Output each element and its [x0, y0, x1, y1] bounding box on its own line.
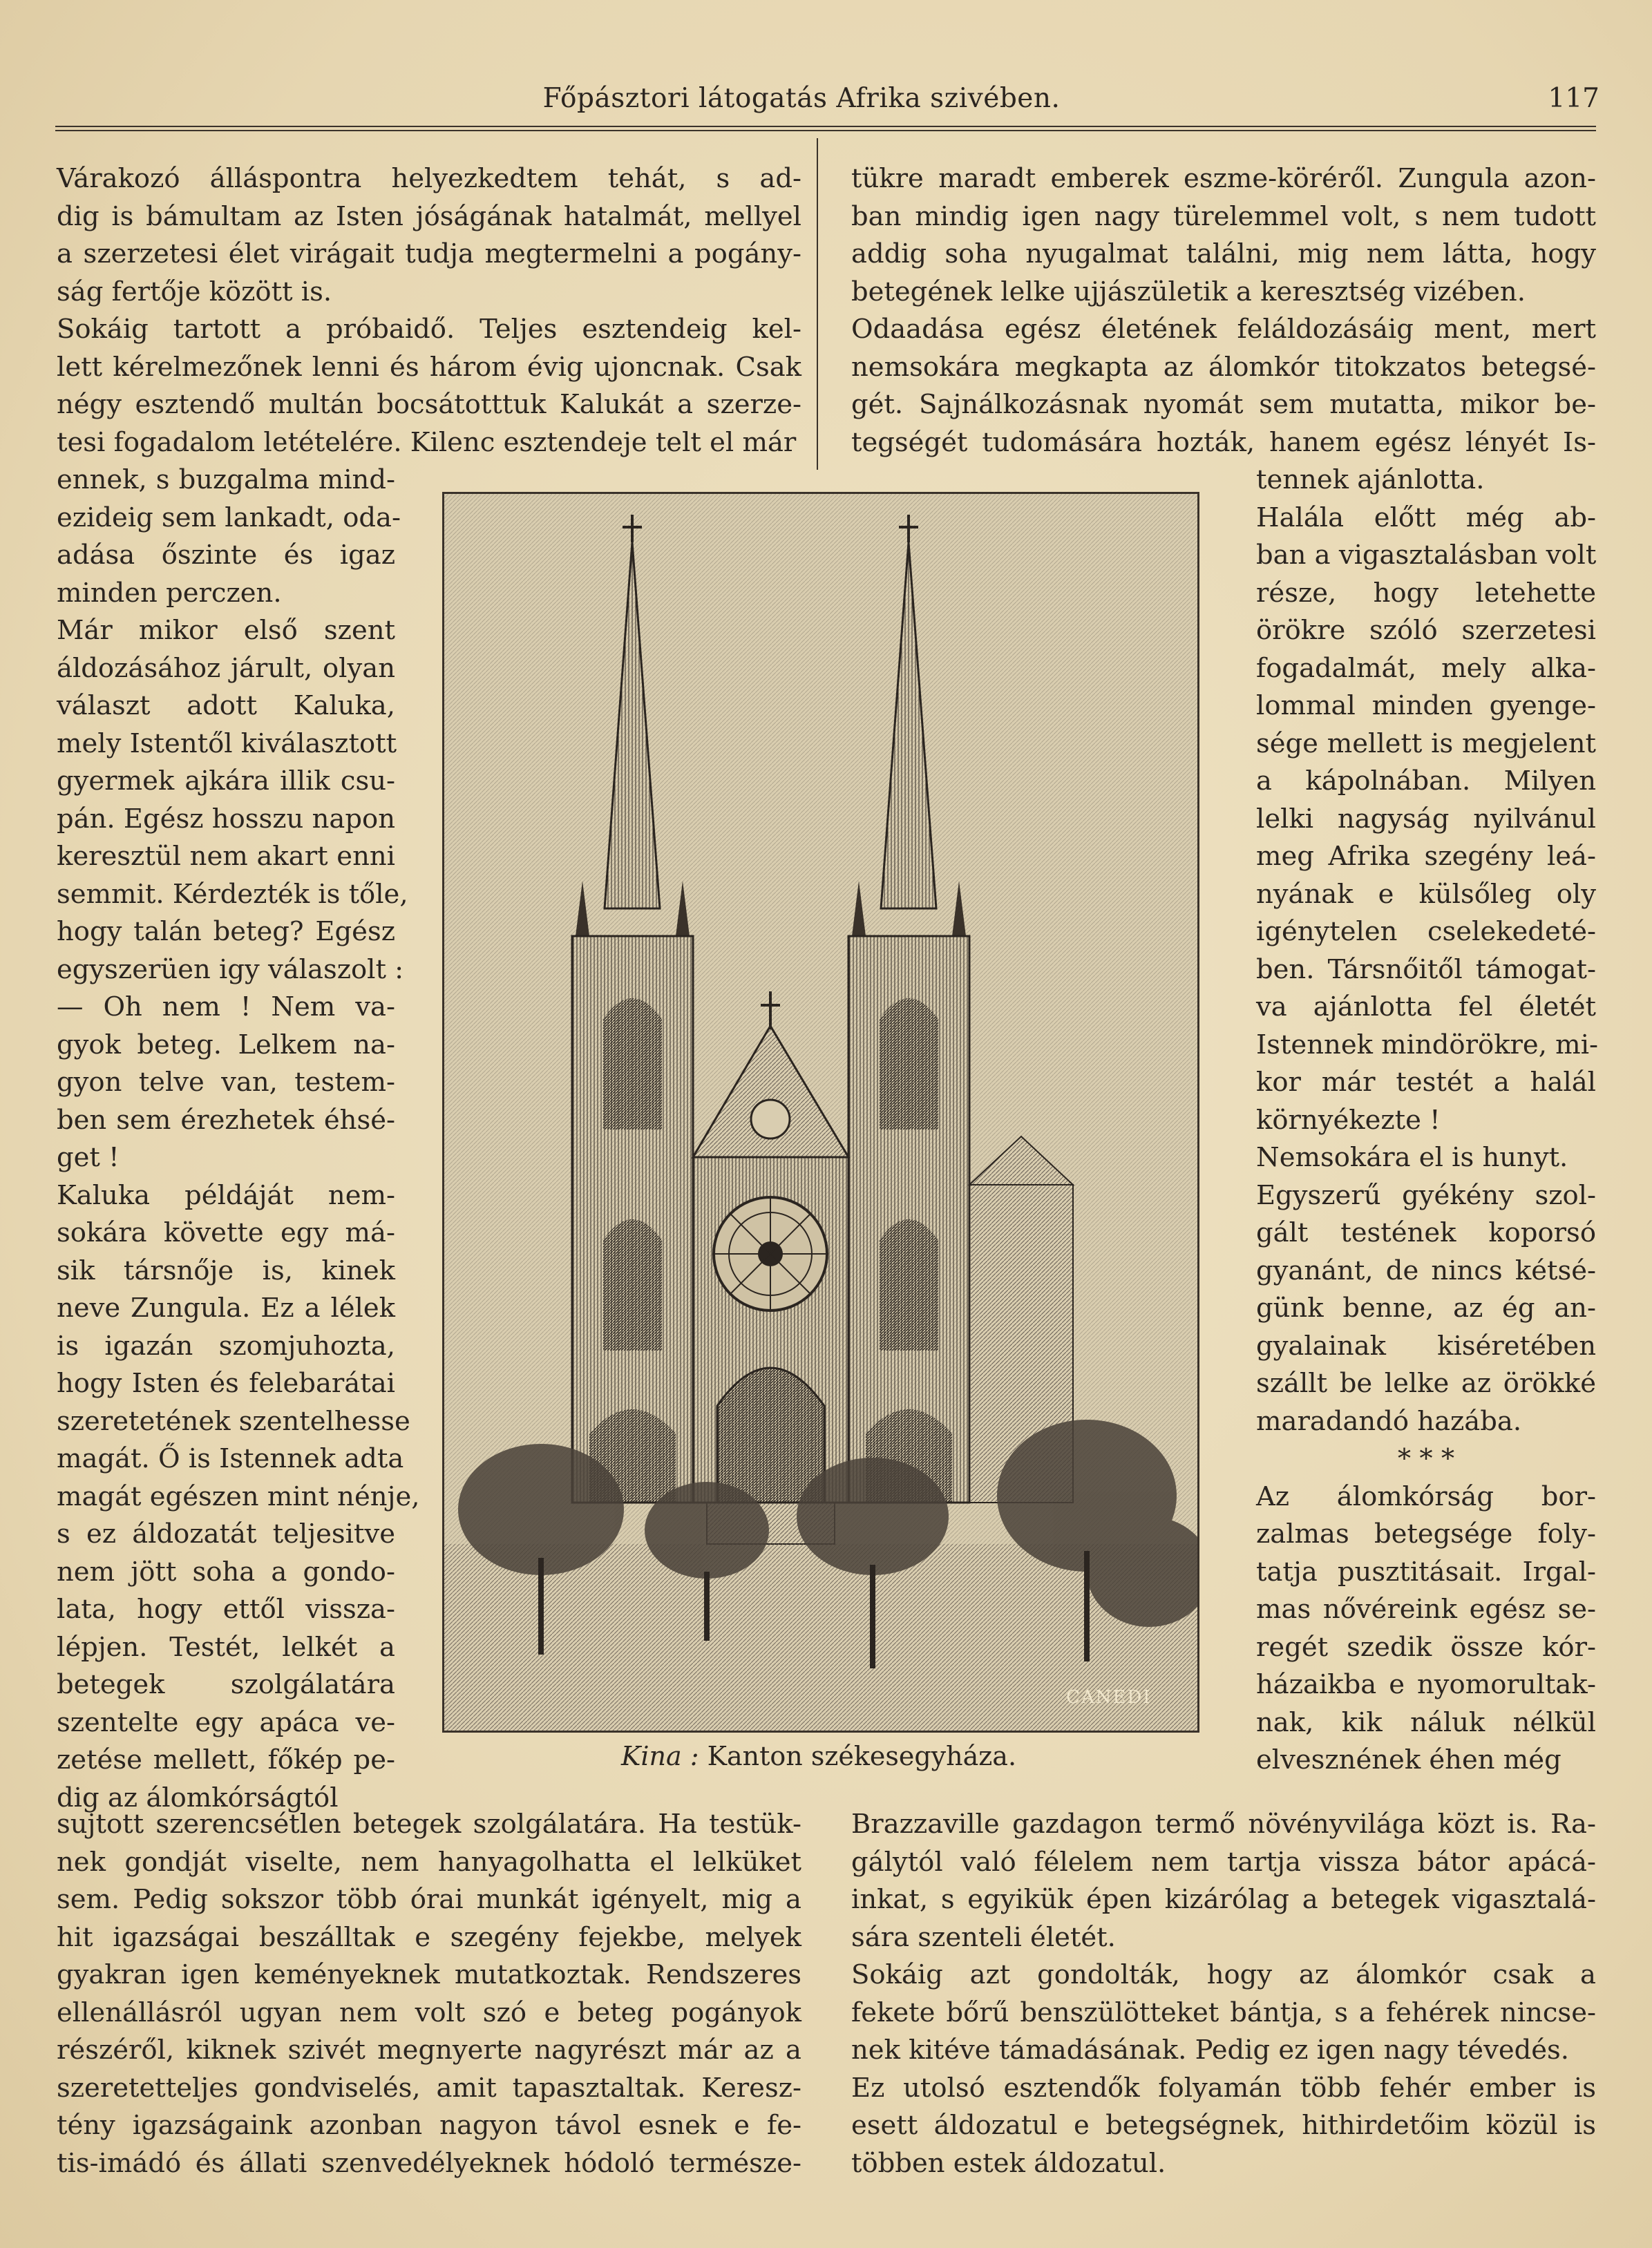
caption-prefix: Kina :	[620, 1741, 699, 1771]
text-line: sujtott szerencsétlen betegek szolgálatára. Ha testük-	[57, 1809, 801, 1840]
caption-text: Kanton székesegyháza.	[707, 1741, 1017, 1771]
text-line: zalmas betegsége foly-	[1256, 1518, 1596, 1550]
text-line: dig az álomkórságtól	[57, 1782, 339, 1813]
text-line: Ez utolsó esztendők folyamán több fehér ember is	[851, 2072, 1596, 2104]
text-line: lelki nagyság nyilvánul	[1256, 803, 1596, 835]
text-line: Sokáig azt gondolták, hogy az álomkór csak a	[851, 1959, 1596, 1990]
cathedral-illustration	[444, 494, 1197, 1731]
figure-caption	[442, 1741, 1195, 1771]
text-line: szentelte egy apáca ve-	[57, 1706, 395, 1738]
text-line: a kápolnában. Milyen	[1256, 765, 1596, 797]
text-line: szeretetteljes gondviselés, amit tapasztaltak. Keresz-	[57, 2072, 801, 2104]
running-title: Főpásztori látogatás Afrika szivében.	[542, 83, 1061, 114]
text-line: günk benne, az ég an-	[1256, 1293, 1596, 1324]
text-line: ezideig sem lankadt, oda-	[57, 502, 401, 533]
text-line: lett kérelmezőnek lenni és három évig ujoncnak. Csak	[57, 351, 801, 383]
left-column-narrow	[57, 461, 420, 1817]
text-line: többen estek áldozatul.	[851, 2147, 1166, 2179]
text-line: lépjen. Testét, lelkét a	[57, 1631, 395, 1663]
text-line: keresztül nem akart enni	[57, 841, 395, 872]
text-line: nek gondját viselte, nem hanyagolhatta el lelküket	[57, 1846, 801, 1878]
text-line: ban a vigasztalásban volt	[1256, 540, 1597, 571]
text-line: * * *	[1397, 1443, 1455, 1474]
text-line: gyanánt, de nincs kétsé-	[1256, 1255, 1596, 1286]
text-line: hogy Isten és felebarátai	[57, 1368, 395, 1399]
text-line: fogadalmát, mely alka-	[1256, 652, 1596, 684]
text-line: pán. Egész hosszu napon	[57, 803, 395, 835]
text-line: környékezte !	[1256, 1104, 1441, 1136]
text-line: Egyszerű gyékény szol-	[1256, 1179, 1596, 1211]
text-line: Az álomkórság bor-	[1256, 1480, 1596, 1512]
text-line: ellenállásról ugyan nem volt szó e beteg pogányok	[57, 1997, 801, 2028]
text-line: gyok beteg. Lelkem na-	[57, 1029, 395, 1060]
text-line: sik társnője is, kinek	[57, 1255, 395, 1286]
text-line: tegségét tudomására hozták, hanem egész lényét Is-	[851, 426, 1596, 458]
text-line: gálytól való félelem nem tartja vissza bátor apácá-	[851, 1846, 1596, 1878]
text-line: betegek szolgálatára	[57, 1669, 395, 1700]
text-line: Várakozó álláspontra helyezkedtem tehát, s ad-	[57, 163, 801, 194]
text-line: lata, hogy ettől vissza-	[57, 1594, 395, 1625]
text-line: ban mindig igen nagy türelemmel volt, s nem tudott	[851, 200, 1596, 232]
engraver-signature: CANEDI	[1066, 1687, 1152, 1708]
text-line: Kaluka példáját nem-	[57, 1179, 395, 1211]
text-line: szeretetének szentelhesse	[57, 1405, 410, 1437]
text-line: nemsokára megkapta az álomkór titokzatos betegsé-	[851, 351, 1596, 383]
text-line: ság fertője között is.	[57, 276, 332, 307]
text-line: gyalainak kiséretében	[1256, 1330, 1596, 1362]
text-line: kor már testét a halál	[1256, 1067, 1596, 1098]
column-divider	[817, 138, 818, 470]
text-line: va ajánlotta fel életét	[1256, 991, 1596, 1022]
text-line: sokára követte egy má-	[57, 1217, 395, 1248]
text-line: tis-imádó és állati szenvedélyeknek hódoló természe-	[57, 2147, 801, 2179]
text-line: ben. Társnőitől támogat-	[1256, 953, 1596, 985]
text-line: választ adott Kaluka,	[57, 690, 395, 721]
text-line: nyának e külsőleg oly	[1256, 878, 1596, 910]
text-line: gyon telve van, testem-	[57, 1067, 395, 1098]
text-line: magát egészen mint nénje,	[57, 1480, 420, 1512]
text-line: részéről, kiknek szivét megnyerte nagyrészt már az a	[57, 2035, 801, 2066]
text-line: sára szenteli életét.	[851, 1921, 1116, 1953]
text-line: elvesznének éhen még	[1256, 1744, 1561, 1775]
text-line: a szerzetesi élet virágait tudja megtermelni a pogány-	[57, 238, 801, 269]
text-line: esett áldozatul e betegségnek, hithirdetőim közül is	[851, 2110, 1596, 2141]
text-line: minden perczen.	[57, 577, 282, 609]
text-line: Sokáig tartott a próbaidő. Teljes esztendeig kel-	[57, 314, 801, 345]
text-line: sem. Pedig sokszor több órai munkát igényelt, mig a	[57, 1884, 801, 1915]
text-line: neve Zungula. Ez a lélek	[57, 1293, 395, 1324]
text-line: hogy talán beteg? Egész	[57, 916, 395, 947]
text-line: betegének lelke ujjászületik a keresztség vizében.	[851, 276, 1526, 307]
page-number: 117	[1548, 83, 1599, 114]
text-line: ben sem érezhetek éhsé-	[57, 1104, 395, 1136]
text-line: gyermek ajkára illik csu-	[57, 765, 395, 797]
text-line: tesi fogadalom letételére. Kilenc esztendeje telt el már	[57, 426, 797, 458]
text-line: tatja pusztitásait. Irgal-	[1256, 1556, 1596, 1588]
text-line: meg Afrika szegény leá-	[1256, 841, 1596, 872]
text-line: része, hogy letehette	[1256, 577, 1596, 609]
text-line: házaikba e nyomorultak-	[1256, 1669, 1596, 1700]
text-line: get !	[57, 1142, 120, 1173]
text-line: zetése mellett, főkép pe-	[57, 1744, 395, 1775]
text-line: regét szedik össze kór-	[1256, 1631, 1596, 1663]
text-line: — Oh nem ! Nem va-	[57, 991, 395, 1022]
text-line: mas nővéreink egész se-	[1256, 1594, 1596, 1625]
text-line: inkat, s egyikük épen kizárólag a betegek vigasztalá-	[851, 1884, 1596, 1915]
text-line: maradandó hazába.	[1256, 1405, 1522, 1437]
text-line: örökre szóló szerzetesi	[1256, 615, 1596, 646]
text-line: fekete bőrű benszülötteket bántja, s a fehérek nincse-	[851, 1997, 1596, 2028]
right-column-top	[851, 160, 1596, 461]
right-column-bottom	[851, 1806, 1596, 2182]
text-line: gált testének koporsó	[1256, 1217, 1596, 1248]
left-column-bottom	[57, 1806, 801, 2182]
text-line: gyakran igen keményeknek mutatkoztak. Rendszeres	[57, 1959, 801, 1990]
text-line: Már mikor első szent	[57, 615, 395, 646]
text-line: nak, kik náluk nélkül	[1256, 1706, 1596, 1738]
text-line: Odaadása egész életének feláldozásáig ment, mert	[851, 314, 1596, 345]
right-column-narrow	[1256, 461, 1599, 1780]
text-line: tükre maradt emberek eszme-köréről. Zungula azon-	[851, 163, 1596, 194]
header-rule	[55, 126, 1596, 131]
text-line: is igazán szomjuhozta,	[57, 1330, 395, 1362]
text-line: igénytelen cselekedeté-	[1256, 916, 1596, 947]
text-line: s ez áldozatát teljesitve	[57, 1518, 395, 1550]
text-line: mely Istentől kiválasztott	[57, 727, 397, 759]
text-line: tennek ajánlotta.	[1256, 464, 1485, 495]
text-line: egyszerüen igy válaszolt :	[57, 953, 404, 985]
text-line: Brazzaville gazdagon termő növényvilága közt is. Ra-	[851, 1809, 1596, 1840]
text-line: áldozásához járult, olyan	[57, 652, 395, 684]
text-line: semmit. Kérdezték is tőle,	[57, 878, 408, 910]
text-line: ennek, s buzgalma mind-	[57, 464, 395, 495]
text-line: nek kitéve támadásának. Pedig ez igen nagy tévedés.	[851, 2035, 1570, 2066]
text-line: adása őszinte és igaz	[57, 540, 395, 571]
text-line: magát. Ő is Istennek adta	[57, 1443, 404, 1474]
left-column-top	[57, 160, 801, 461]
text-line: gét. Sajnálkozásnak nyomát sem mutatta, mikor be-	[851, 389, 1596, 420]
text-line: nem jött soha a gondo-	[57, 1556, 395, 1588]
text-line: addig soha nyugalmat találni, mig nem látta, hogy	[851, 238, 1596, 269]
text-line: szállt be lelke az örökké	[1256, 1368, 1596, 1399]
text-line: dig is bámultam az Isten jóságának hatalmát, mellyel	[57, 200, 801, 232]
text-line: hit igazságai beszálltak e szegény fejekbe, melyek	[57, 1921, 801, 1953]
cathedral-engraving	[442, 492, 1199, 1733]
text-line: négy esztendő multán bocsátotttuk Kalukát a szerze-	[57, 389, 801, 420]
text-line: Halála előtt még ab-	[1256, 502, 1596, 533]
text-line: Istennek mindörökre, mi-	[1256, 1029, 1599, 1060]
text-line: sége mellett is megjelent	[1256, 727, 1596, 759]
text-line: tény igazságaink azonban nagyon távol esnek e fe-	[57, 2110, 801, 2141]
text-line: Nemsokára el is hunyt.	[1256, 1142, 1568, 1173]
text-line: lommal minden gyenge-	[1256, 690, 1596, 721]
